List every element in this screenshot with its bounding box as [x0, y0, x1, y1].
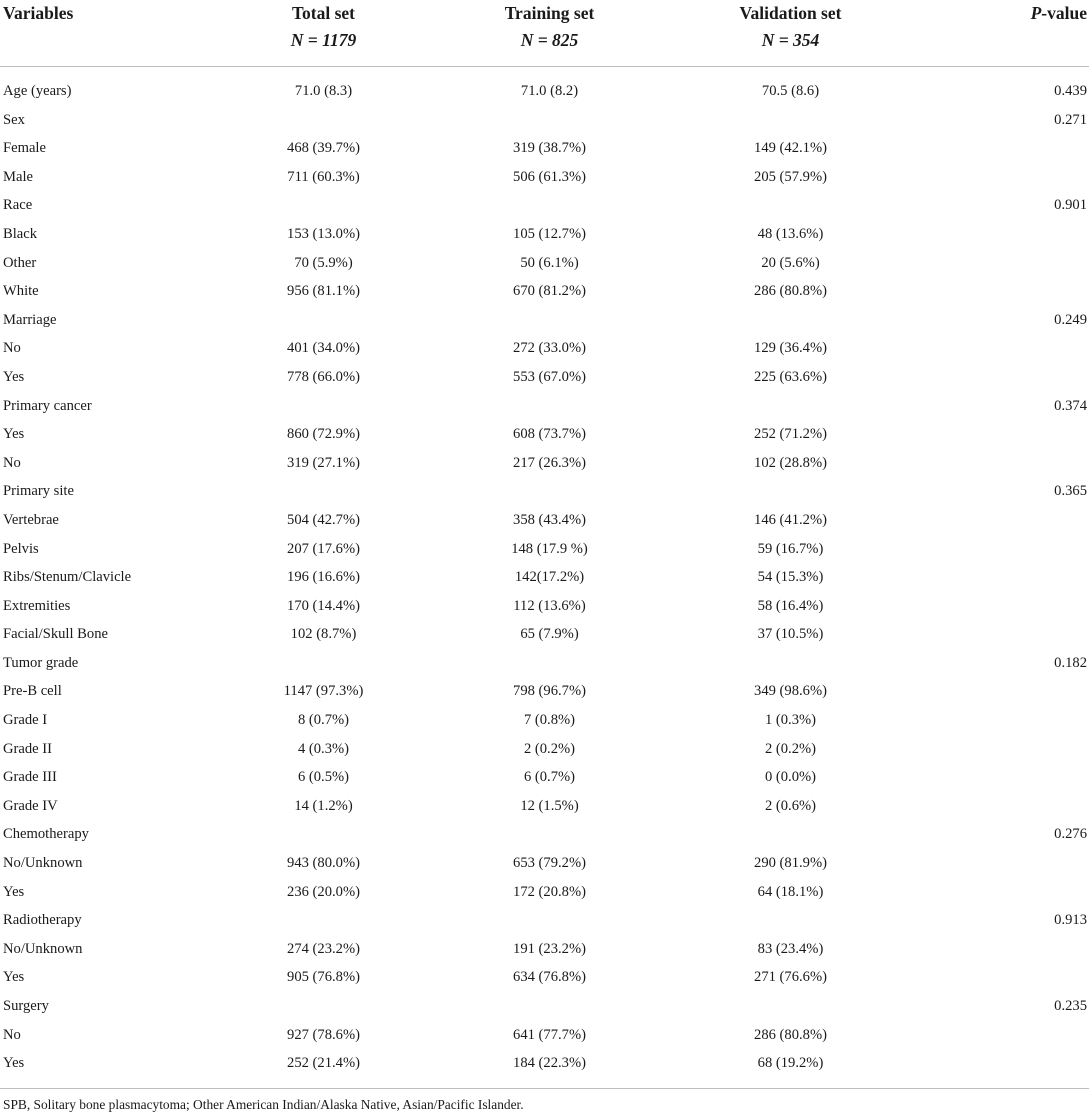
cell-variable: Female — [3, 140, 46, 157]
cell-training: 358 (43.4%) — [513, 511, 586, 528]
cell-variable: Ribs/Stenum/Clavicle — [3, 569, 132, 586]
cell-training — [429, 906, 670, 935]
table-row — [0, 134, 1089, 163]
cell-total: 6 (0.5%) — [297, 769, 350, 786]
cell-variable: No — [3, 454, 21, 471]
cell-total: 252 (21.4%) — [287, 1055, 360, 1072]
cell-total — [218, 306, 429, 335]
cell-validation: 1 (0.3%) — [764, 712, 817, 729]
cell-training — [429, 477, 670, 506]
table-row — [0, 277, 1089, 306]
cell-variable: No/Unknown — [3, 940, 83, 957]
cell-variable: Grade IV — [3, 797, 58, 814]
cell-variable: Radiotherapy — [3, 912, 82, 929]
cell-total — [218, 820, 429, 849]
cell-training: 7 (0.8%) — [523, 712, 576, 729]
cell-p-value — [911, 963, 1089, 992]
cell-validation: 20 (5.6%) — [761, 254, 820, 271]
table-row — [0, 563, 1089, 592]
cell-total — [218, 649, 429, 678]
table-row — [0, 535, 1089, 564]
cell-total: 70 (5.9%) — [294, 254, 353, 271]
cell-validation — [670, 906, 911, 935]
cell-validation: 286 (80.8%) — [754, 283, 827, 300]
cell-validation: 37 (10.5%) — [757, 626, 824, 643]
cell-p-value — [911, 592, 1089, 621]
cell-validation — [670, 477, 911, 506]
cell-p-value — [911, 1049, 1089, 1078]
table-row — [0, 420, 1089, 449]
cell-total — [218, 906, 429, 935]
cell-training: 148 (17.9 %) — [511, 540, 588, 557]
table-row — [0, 77, 1089, 106]
cell-variable: Tumor grade — [3, 654, 79, 671]
cell-p-value: 0.439 — [1054, 83, 1087, 99]
cell-variable: Pre-B cell — [3, 683, 62, 700]
cell-variable: Primary cancer — [3, 397, 92, 414]
cell-total: 8 (0.7%) — [297, 712, 350, 729]
cell-variable: Yes — [3, 1055, 25, 1072]
cell-total — [218, 992, 429, 1021]
table-row — [0, 334, 1089, 363]
cell-p-value — [911, 420, 1089, 449]
cell-total: 468 (39.7%) — [287, 140, 360, 157]
cell-total: 71.0 (8.3) — [294, 83, 353, 99]
cell-p-value — [911, 792, 1089, 821]
table-row — [0, 792, 1089, 821]
cell-p-value — [911, 935, 1089, 964]
cell-p-value: 0.365 — [1054, 483, 1087, 500]
cell-training — [429, 306, 670, 335]
cell-p-value — [911, 1021, 1089, 1050]
cell-total: 927 (78.6%) — [287, 1026, 360, 1043]
cell-total: 14 (1.2%) — [294, 797, 353, 814]
table-row — [0, 363, 1089, 392]
cell-validation: 48 (13.6%) — [757, 225, 824, 242]
cell-p-value — [911, 449, 1089, 478]
cell-variable: Pelvis — [3, 540, 39, 557]
cell-training: 65 (7.9%) — [520, 626, 579, 643]
table-row — [0, 249, 1089, 278]
table-row — [0, 306, 1089, 335]
header-total-set: Total set — [291, 3, 356, 23]
cell-training: 798 (96.7%) — [513, 683, 586, 700]
cell-validation: 58 (16.4%) — [757, 597, 824, 614]
cell-variable: Yes — [3, 969, 25, 986]
cell-validation: 59 (16.7%) — [757, 540, 824, 557]
cell-total — [218, 392, 429, 421]
table-row — [0, 820, 1089, 849]
header-training-set: Training set — [504, 3, 595, 23]
cell-total — [218, 477, 429, 506]
cell-validation: 146 (41.2%) — [754, 511, 827, 528]
cell-p-value — [911, 506, 1089, 535]
cell-variable: Other — [3, 254, 37, 271]
table-row — [0, 649, 1089, 678]
cell-training: 191 (23.2%) — [513, 940, 586, 957]
cell-validation — [670, 992, 911, 1021]
cell-p-value: 0.249 — [1054, 311, 1087, 328]
table-row — [0, 1021, 1089, 1050]
table-row — [0, 735, 1089, 764]
cell-variable: Sex — [3, 111, 25, 128]
cell-validation: 225 (63.6%) — [754, 368, 827, 385]
cell-p-value — [911, 763, 1089, 792]
table-row — [0, 620, 1089, 649]
cell-validation: 102 (28.8%) — [754, 454, 827, 471]
cell-total: 860 (72.9%) — [287, 426, 360, 443]
header-validation-set: Validation set — [739, 3, 842, 23]
table-row — [0, 763, 1089, 792]
table-row — [0, 906, 1089, 935]
header-validation-n: N = 354 — [761, 30, 820, 50]
header-spacer — [0, 67, 1089, 77]
cell-training: 653 (79.2%) — [513, 855, 586, 872]
table-row — [0, 163, 1089, 192]
table-row — [0, 677, 1089, 706]
cell-validation — [670, 649, 911, 678]
cell-training: 641 (77.7%) — [513, 1026, 586, 1043]
cell-variable: Facial/Skull Bone — [3, 626, 108, 643]
cell-validation — [670, 306, 911, 335]
cell-training: 2 (0.2%) — [523, 740, 576, 757]
cell-variable: No — [3, 1026, 21, 1043]
cell-p-value — [911, 735, 1089, 764]
cell-training: 506 (61.3%) — [513, 168, 586, 185]
table-row — [0, 1049, 1089, 1078]
cell-p-value: 0.374 — [1054, 397, 1087, 414]
cell-validation: 349 (98.6%) — [754, 683, 827, 700]
cell-validation: 286 (80.8%) — [754, 1026, 827, 1043]
cell-training: 6 (0.7%) — [523, 769, 576, 786]
cell-validation: 64 (18.1%) — [757, 883, 824, 900]
cell-training: 217 (26.3%) — [513, 454, 586, 471]
cell-p-value — [911, 849, 1089, 878]
cell-total: 1147 (97.3%) — [283, 683, 364, 700]
cell-training — [429, 992, 670, 1021]
cell-validation: 54 (15.3%) — [757, 569, 824, 586]
cell-variable: Age (years) — [3, 83, 72, 99]
cell-validation — [670, 191, 911, 220]
cell-p-value — [911, 134, 1089, 163]
cell-p-value: 0.901 — [1054, 197, 1087, 214]
header-empty-cell — [0, 27, 218, 67]
cell-training: 553 (67.0%) — [513, 368, 586, 385]
table-row — [0, 849, 1089, 878]
cell-variable: No — [3, 340, 21, 357]
cell-variable: Male — [3, 168, 33, 185]
cell-total: 319 (27.1%) — [287, 454, 360, 471]
cell-training: 670 (81.2%) — [513, 283, 586, 300]
cell-total: 153 (13.0%) — [287, 225, 360, 242]
cell-total: 778 (66.0%) — [287, 368, 360, 385]
cell-training: 184 (22.3%) — [513, 1055, 586, 1072]
cell-training: 142(17.2%) — [514, 569, 585, 586]
cell-variable: No/Unknown — [3, 855, 83, 872]
table-row — [0, 878, 1089, 907]
cell-variable: Yes — [3, 368, 25, 385]
table-row — [0, 477, 1089, 506]
cell-total: 905 (76.8%) — [287, 969, 360, 986]
cell-p-value — [911, 249, 1089, 278]
header-variables: Variables — [3, 3, 74, 23]
table-body — [0, 77, 1089, 1078]
table-row — [0, 963, 1089, 992]
cell-p-value — [911, 677, 1089, 706]
cell-training: 71.0 (8.2) — [520, 83, 579, 99]
cell-p-value: 0.913 — [1054, 912, 1087, 929]
cell-variable: Black — [3, 225, 38, 242]
cell-variable: Surgery — [3, 998, 49, 1014]
footer-rule — [0, 1088, 1089, 1089]
cell-p-value — [911, 563, 1089, 592]
header-training-n: N = 825 — [520, 30, 579, 50]
cell-validation: 68 (19.2%) — [757, 1055, 824, 1072]
cell-training: 608 (73.7%) — [513, 426, 586, 443]
cell-validation: 205 (57.9%) — [754, 168, 827, 185]
cell-total: 170 (14.4%) — [287, 597, 360, 614]
cell-training: 105 (12.7%) — [513, 225, 586, 242]
cell-total — [218, 191, 429, 220]
cell-total: 4 (0.3%) — [297, 740, 350, 757]
cell-total: 943 (80.0%) — [287, 855, 360, 872]
cell-validation: 271 (76.6%) — [754, 969, 827, 986]
table-row — [0, 220, 1089, 249]
table-row — [0, 706, 1089, 735]
cell-total: 711 (60.3%) — [287, 168, 360, 185]
cell-variable: Race — [3, 197, 33, 214]
cell-training — [429, 191, 670, 220]
header-p-value — [911, 0, 1089, 27]
cell-p-value: 0.276 — [1054, 826, 1087, 843]
table-row — [0, 592, 1089, 621]
cell-training — [429, 820, 670, 849]
cell-validation — [670, 392, 911, 421]
cell-variable: Yes — [3, 426, 25, 443]
table-row — [0, 992, 1089, 1021]
cell-total: 504 (42.7%) — [287, 511, 360, 528]
cell-p-value: 0.271 — [1054, 111, 1087, 128]
cell-total: 956 (81.1%) — [287, 283, 360, 300]
cell-variable: White — [3, 283, 39, 300]
cell-training: 12 (1.5%) — [520, 797, 579, 814]
cell-total: 236 (20.0%) — [287, 883, 360, 900]
cell-validation: 83 (23.4%) — [757, 940, 824, 957]
cell-variable: Primary site — [3, 483, 74, 500]
cell-training — [429, 649, 670, 678]
cell-variable: Vertebrae — [3, 511, 59, 528]
cell-validation: 129 (36.4%) — [754, 340, 827, 357]
cell-training: 50 (6.1%) — [520, 254, 579, 271]
cell-training: 272 (33.0%) — [513, 340, 586, 357]
cell-p-value: 0.182 — [1054, 654, 1087, 671]
cell-variable: Chemotherapy — [3, 826, 89, 843]
cell-validation: 70.5 (8.6) — [761, 83, 820, 99]
header-p-suffix: -value — [1041, 3, 1087, 23]
cell-p-value — [911, 878, 1089, 907]
cell-training: 319 (38.7%) — [513, 140, 586, 157]
cell-p-value — [911, 220, 1089, 249]
table-footnote: SPB, Solitary bone plasmacytoma; Other American Indian/Alaska Native, Asian/Pacific Islander. — [3, 1097, 524, 1112]
cell-validation: 2 (0.2%) — [764, 740, 817, 757]
cell-p-value: 0.235 — [1054, 998, 1087, 1014]
cell-variable: Marriage — [3, 311, 57, 328]
cell-training: 172 (20.8%) — [513, 883, 586, 900]
cell-p-value — [911, 535, 1089, 564]
cell-total: 102 (8.7%) — [290, 626, 357, 643]
cell-total: 207 (17.6%) — [287, 540, 360, 557]
header-empty-cell — [911, 27, 1089, 67]
cell-p-value — [911, 277, 1089, 306]
header-p-letter: P — [1030, 3, 1042, 23]
cell-training: 112 (13.6%) — [513, 597, 586, 614]
cell-p-value — [911, 163, 1089, 192]
cell-validation: 149 (42.1%) — [754, 140, 827, 157]
cell-total: 196 (16.6%) — [287, 569, 360, 586]
cell-training — [429, 392, 670, 421]
cell-p-value — [911, 363, 1089, 392]
table-row — [0, 449, 1089, 478]
cell-variable: Yes — [3, 883, 25, 900]
table-header — [0, 0, 1089, 77]
cell-p-value — [911, 334, 1089, 363]
cell-validation: 0 (0.0%) — [764, 769, 817, 786]
table-row — [0, 506, 1089, 535]
cell-validation: 252 (71.2%) — [754, 426, 827, 443]
cell-variable: Grade II — [3, 740, 53, 757]
cell-p-value — [911, 620, 1089, 649]
cell-total — [218, 106, 429, 135]
cell-validation: 290 (81.9%) — [754, 855, 827, 872]
cell-p-value — [911, 706, 1089, 735]
table-row — [0, 106, 1089, 135]
table-row — [0, 191, 1089, 220]
cell-total: 274 (23.2%) — [287, 940, 360, 957]
cell-validation — [670, 820, 911, 849]
table-row — [0, 935, 1089, 964]
cell-validation: 2 (0.6%) — [764, 797, 817, 814]
cell-validation — [670, 106, 911, 135]
table-row — [0, 392, 1089, 421]
cell-training: 634 (76.8%) — [513, 969, 586, 986]
cell-variable: Extremities — [3, 597, 71, 614]
cell-total: 401 (34.0%) — [287, 340, 360, 357]
cell-training — [429, 106, 670, 135]
cell-variable: Grade I — [3, 712, 48, 729]
header-total-n: N = 1179 — [290, 30, 357, 50]
cell-variable: Grade III — [3, 769, 57, 786]
